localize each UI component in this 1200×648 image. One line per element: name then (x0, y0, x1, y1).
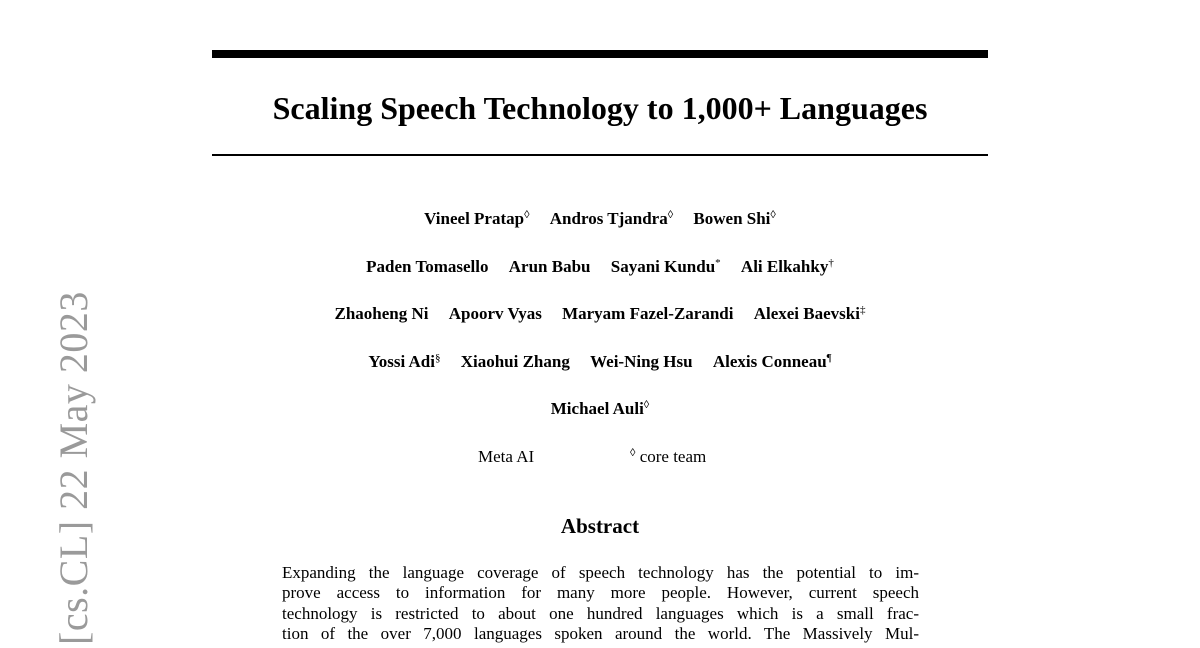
author-mark: ◊ (643, 399, 650, 411)
author (590, 351, 693, 373)
author-mark: § (434, 352, 441, 364)
abstract-line: Expanding the language coverage of speech technology has the potential to im- (282, 563, 919, 582)
affiliation-line (212, 446, 988, 468)
abstract-line: tion of the over 7,000 languages spoken around the world. The Massively Mul- (282, 624, 919, 643)
affiliation-note-mark: ◊ (630, 447, 636, 459)
author-line-3 (212, 303, 988, 325)
author-name: Xiaohui Zhang (460, 352, 570, 371)
author-mark: ◊ (667, 209, 674, 221)
author (741, 256, 834, 278)
author-line-1 (212, 208, 988, 230)
paper-title: Scaling Speech Technology to 1,000+ Languages (272, 90, 928, 126)
abstract-heading: Abstract (560, 514, 640, 538)
author-name: Vineel Pratap (424, 209, 525, 228)
author-name: Bowen Shi (693, 209, 771, 228)
author (713, 351, 832, 373)
author-line-2 (212, 256, 988, 278)
title-top-rule (212, 50, 988, 58)
affiliation-note-text: core team (639, 447, 707, 466)
author-line-5 (212, 398, 988, 420)
author-mark: * (715, 257, 721, 269)
author (551, 398, 649, 420)
author (693, 208, 775, 230)
author (366, 256, 488, 278)
author-name: Alexei Baevski (753, 304, 860, 323)
author-mark: † (828, 257, 834, 269)
author-name: Andros Tjandra (549, 209, 668, 228)
author (424, 208, 529, 230)
author-name: Sayani Kundu (610, 257, 716, 276)
author-mark: ¶ (826, 352, 832, 364)
affiliation-note (630, 446, 706, 468)
author (449, 303, 542, 325)
author-name: Maryam Fazel-Zarandi (562, 304, 734, 323)
author-name: Zhaoheng Ni (334, 304, 429, 323)
author (368, 351, 440, 373)
arxiv-stamp-text: [cs.CL] 22 May 2023 (51, 291, 96, 645)
author (611, 256, 721, 278)
author-name: Wei-Ning Hsu (590, 352, 693, 371)
author-name: Arun Babu (508, 257, 591, 276)
author-name: Ali Elkahky (740, 257, 829, 276)
author (509, 256, 591, 278)
author-name: Yossi Adi (368, 352, 435, 371)
author-mark: ‡ (859, 304, 866, 316)
author-mark: ◊ (770, 209, 776, 221)
author-line-4 (212, 351, 988, 373)
author-name: Paden Tomasello (366, 257, 489, 276)
arxiv-side-stamp (0, 0, 96, 648)
author-name: Apoorv Vyas (448, 304, 542, 323)
author-name: Michael Auli (550, 399, 644, 418)
author (754, 303, 866, 325)
affiliation-org: Meta AI (478, 447, 535, 466)
abstract-line: technology is restricted to about one hundred languages which is a small frac- (282, 604, 919, 623)
author-mark: ◊ (524, 209, 530, 221)
author (562, 303, 733, 325)
title-bottom-rule (212, 154, 988, 156)
author (461, 351, 570, 373)
author (550, 208, 673, 230)
author (335, 303, 429, 325)
abstract-line: prove access to information for many more people. However, current speech (282, 583, 919, 602)
author-name: Alexis Conneau (712, 352, 827, 371)
